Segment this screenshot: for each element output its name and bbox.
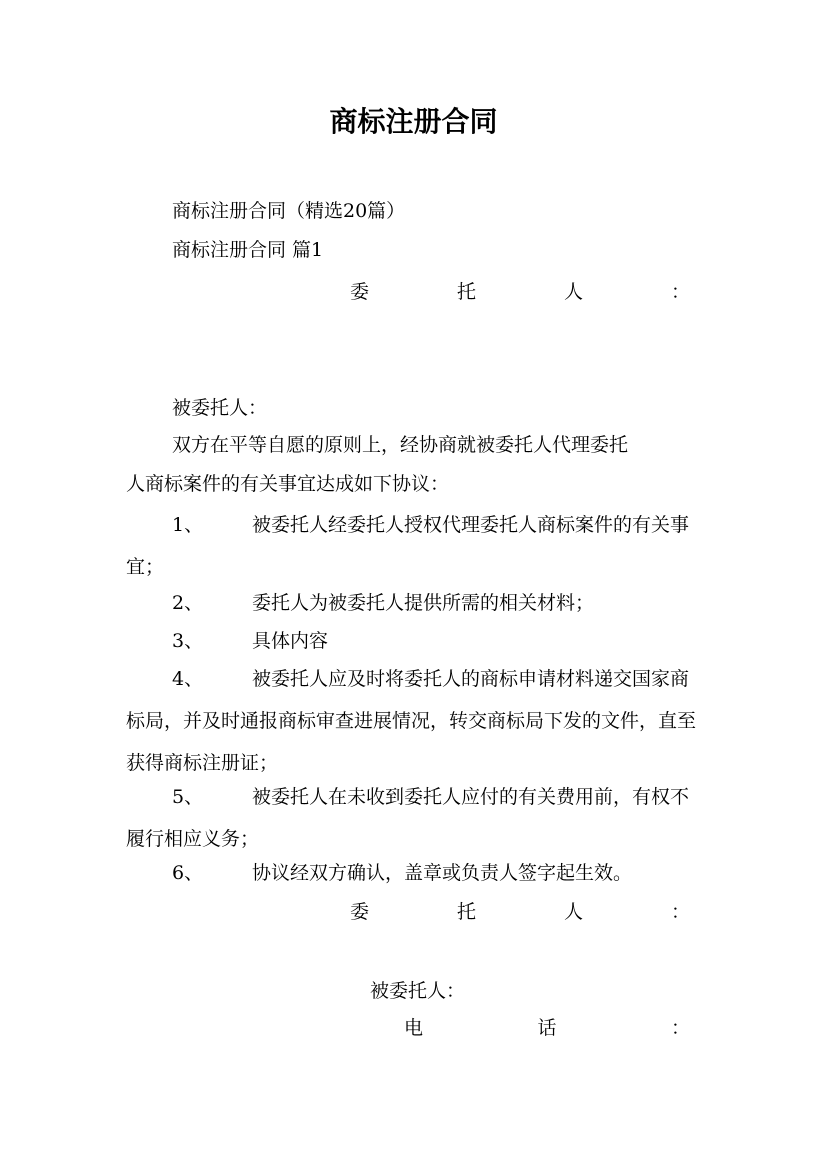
clause-number: 6、 xyxy=(172,862,204,884)
section-heading: 商标注册合同 篇1 xyxy=(172,239,324,261)
document-title: 商标注册合同 xyxy=(329,105,498,138)
sign-char: 托 xyxy=(456,281,476,303)
phone-char: 电 xyxy=(404,1017,424,1039)
clause-number: 2、 xyxy=(172,592,204,614)
phone-char: ： xyxy=(670,1017,690,1039)
phone-char: 话 xyxy=(537,1017,557,1039)
document-subtitle: 商标注册合同（精选20篇） xyxy=(172,200,406,222)
signature-line-principal xyxy=(350,280,690,304)
sign-char: 委 xyxy=(350,281,370,303)
sign-char: 人 xyxy=(563,281,583,303)
sign-char: 委 xyxy=(350,901,370,923)
clause-number: 3、 xyxy=(172,630,204,652)
clause-number: 1、 xyxy=(172,514,204,536)
clause-2 xyxy=(126,582,702,624)
party-agent-label: 被委托人： xyxy=(172,397,268,419)
clause-1 xyxy=(126,504,702,588)
clause-6 xyxy=(126,852,702,894)
clause-5 xyxy=(126,776,702,860)
clause-text: 具体内容 xyxy=(252,630,329,652)
sign-char: 人 xyxy=(563,901,583,923)
sign-char: ： xyxy=(670,901,690,923)
phone-line xyxy=(404,1016,690,1040)
clause-text: 委托人为被委托人提供所需的相关材料； xyxy=(252,592,595,614)
clause-text: 被委托人应及时将委托人的商标申请材料递交国家商标局，并及时通报商标审查进展情况，转交商标局下发的文件，直至获得商标注册证； xyxy=(126,668,697,774)
clause-3 xyxy=(126,620,702,662)
clause-4 xyxy=(126,658,702,784)
intro-line-2: 人商标案件的有关事宜达成如下协议： xyxy=(126,473,450,495)
sign-char: 托 xyxy=(456,901,476,923)
clause-text: 协议经双方确认，盖章或负责人签字起生效。 xyxy=(252,862,633,884)
clause-number: 4、 xyxy=(172,668,204,690)
signature-line-principal-bottom xyxy=(350,900,690,924)
sign-char: ： xyxy=(670,281,690,303)
party-agent-label-bottom: 被委托人： xyxy=(370,980,466,1002)
clause-number: 5、 xyxy=(172,786,204,808)
intro-line-1: 双方在平等自愿的原则上，经协商就被委托人代理委托 xyxy=(172,434,629,456)
clause-text: 被委托人经委托人授权代理委托人商标案件的有关事宜； xyxy=(126,514,690,578)
clause-text: 被委托人在未收到委托人应付的有关费用前，有权不履行相应义务； xyxy=(126,786,690,850)
